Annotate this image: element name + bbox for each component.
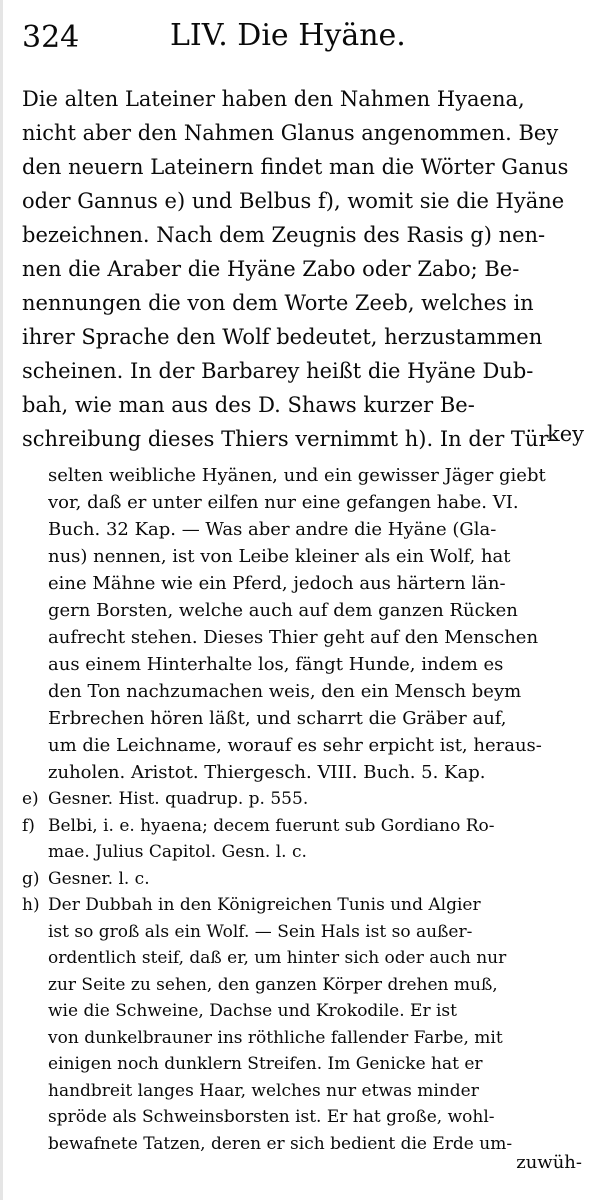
footnote-line: den Ton nachzumachen weis, den ein Mensch beym bbox=[48, 681, 522, 702]
page-header bbox=[22, 16, 578, 56]
footnote-h bbox=[22, 892, 584, 1157]
footnote-text: zur Seite zu sehen, den ganzen Körper drehen muß, bbox=[48, 974, 498, 995]
text-line: ihrer Sprache den Wolf bedeutet, herzustammen bbox=[22, 325, 543, 349]
footnote-line: gern Borsten, welche auch auf dem ganzen Rücken bbox=[48, 600, 518, 621]
footnote-line: Erbrechen hören läßt, und scharrt die Gräber auf, bbox=[48, 708, 507, 729]
text-line: nennungen die von dem Worte Zeeb, welches in bbox=[22, 291, 534, 315]
footnote-text: ordentlich steif, daß er, um hinter sich oder auch nur bbox=[48, 948, 507, 968]
page-edge bbox=[0, 0, 3, 1200]
footnote-mark: e) bbox=[22, 789, 39, 809]
footnote-text: wie die Schweine, Dachse und Krokodile. Er ist bbox=[48, 1001, 457, 1021]
text-line: Die alten Lateiner haben den Nahmen Hyaena, bbox=[22, 87, 525, 111]
footnote-text: handbreit langes Haar, welches nur etwas minder bbox=[48, 1080, 479, 1101]
footnote-mark: f) bbox=[22, 815, 35, 836]
text-line: bezeichnen. Nach dem Zeugnis des Rasis g) nen- bbox=[22, 223, 546, 247]
footnote-continuation bbox=[48, 462, 582, 786]
footnote-text: bewafnete Tatzen, deren er sich bedient die Erde um- bbox=[48, 1133, 513, 1154]
page-number: 324 bbox=[22, 20, 80, 55]
footnote-text: spröde als Schweinsborsten ist. Er hat große, wohl- bbox=[48, 1107, 495, 1127]
main-text bbox=[22, 82, 586, 456]
footnote-text: einigen noch dunklern Streifen. Im Genicke hat er bbox=[48, 1054, 483, 1074]
text-line: schreibung dieses Thiers vernimmt h). In der Tür- bbox=[22, 427, 556, 451]
footnote-text: von dunkelbrauner ins röthliche fallender Farbe, mit bbox=[48, 1027, 503, 1048]
footnote-mark: g) bbox=[22, 868, 40, 889]
footnote-line: vor, daß er unter eilfen nur eine gefangen habe. VI. bbox=[48, 492, 519, 513]
footnote-line: selten weibliche Hyänen, und ein gewisser Jäger giebt bbox=[48, 465, 546, 486]
footnotes bbox=[22, 786, 584, 1157]
bottom-catchword: zuwüh- bbox=[516, 1152, 582, 1173]
footnote-e bbox=[22, 786, 584, 813]
text-line: den neuern Lateinern findet man die Wörter Ganus bbox=[22, 155, 569, 179]
footnote-text: Der Dubbah in den Königreichen Tunis und Algier bbox=[48, 895, 481, 915]
footnote-line: aufrecht stehen. Dieses Thier geht auf den Menschen bbox=[48, 627, 539, 648]
footnote-line: um die Leichname, worauf es sehr erpicht ist, heraus- bbox=[48, 735, 542, 756]
footnote-line: Buch. 32 Kap. — Was aber andre die Hyäne (Gla- bbox=[48, 519, 497, 540]
footnote-line: zuholen. Aristot. Thiergesch. VIII. Buch. 5. Kap. bbox=[48, 762, 486, 783]
footnote-line: nus) nennen, ist von Leibe kleiner als ein Wolf, hat bbox=[48, 546, 511, 567]
footnote-f bbox=[22, 813, 584, 866]
text-line: nicht aber den Nahmen Glanus angenommen. Bey bbox=[22, 121, 559, 145]
footnote-mark: h) bbox=[22, 895, 40, 915]
text-line: nen die Araber die Hyäne Zabo oder Zabo; Be- bbox=[22, 257, 520, 281]
footnote-text: Gesner. l. c. bbox=[48, 868, 150, 889]
footnote-g bbox=[22, 866, 584, 893]
text-line: bah, wie man aus des D. Shaws kurzer Be- bbox=[22, 393, 475, 417]
text-line: scheinen. In der Barbarey heißt die Hyäne Dub- bbox=[22, 359, 534, 383]
footnote-line: eine Mähne wie ein Pferd, jedoch aus härtern län- bbox=[48, 573, 506, 594]
footnote-line: aus einem Hinterhalte los, fängt Hunde, indem es bbox=[48, 654, 504, 675]
footnote-text: ist so groß als ein Wolf. — Sein Hals ist so außer- bbox=[48, 921, 473, 942]
footnote-text: mae. Julius Capitol. Gesn. l. c. bbox=[48, 842, 307, 862]
catchword: key bbox=[546, 422, 584, 446]
running-title: LIV. Die Hyäne. bbox=[170, 18, 406, 53]
text-line: oder Gannus e) und Belbus f), womit sie die Hyäne bbox=[22, 189, 565, 213]
footnote-text: Gesner. Hist. quadrup. p. 555. bbox=[48, 789, 309, 809]
footnote-text: Belbi, i. e. hyaena; decem fuerunt sub Gordiano Ro- bbox=[48, 815, 495, 836]
